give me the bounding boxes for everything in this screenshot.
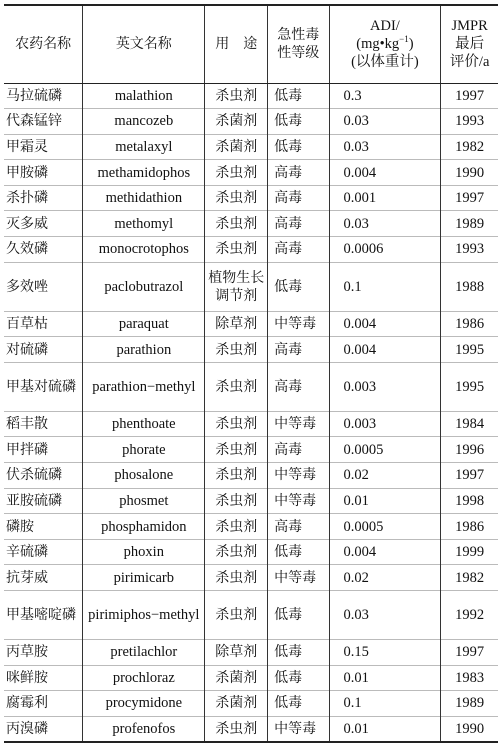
cell-name-cn: 丙草胺 <box>4 640 83 666</box>
cell-jmpr-year: 1997 <box>441 463 498 489</box>
header-year-line3: 评价/a <box>449 54 490 71</box>
cell-jmpr-year: 1997 <box>441 83 498 109</box>
header-toxicity <box>268 5 329 83</box>
cell-name-en: methamidophos <box>83 160 205 186</box>
cell-name-en: profenofos <box>83 716 205 742</box>
cell-jmpr-year: 1982 <box>441 134 498 160</box>
table-row <box>4 185 498 211</box>
cell-jmpr-year: 1993 <box>441 237 498 263</box>
header-name-en: 英文名称 <box>83 5 205 83</box>
cell-adi: 0.004 <box>329 311 441 337</box>
cell-adi: 0.15 <box>329 640 441 666</box>
cell-toxicity: 高毒 <box>268 337 329 363</box>
cell-name-cn: 腐霉利 <box>4 691 83 717</box>
cell-use: 杀虫剂 <box>205 488 268 514</box>
table-header <box>4 5 498 83</box>
cell-name-cn: 百草枯 <box>4 311 83 337</box>
cell-jmpr-year: 1995 <box>441 337 498 363</box>
table-row <box>4 83 498 109</box>
cell-name-cn: 抗芽威 <box>4 565 83 591</box>
cell-name-cn: 杀扑磷 <box>4 185 83 211</box>
cell-name-en: pretilachlor <box>83 640 205 666</box>
cell-adi: 0.001 <box>329 185 441 211</box>
cell-toxicity: 高毒 <box>268 160 329 186</box>
cell-name-en: phosphamidon <box>83 514 205 540</box>
cell-use: 杀菌剂 <box>205 665 268 691</box>
cell-jmpr-year: 1990 <box>441 716 498 742</box>
cell-jmpr-year: 1998 <box>441 488 498 514</box>
table-row <box>4 665 498 691</box>
cell-name-cn: 咪鲜胺 <box>4 665 83 691</box>
cell-adi: 0.02 <box>329 463 441 489</box>
cell-jmpr-year: 1986 <box>441 514 498 540</box>
table-row <box>4 211 498 237</box>
cell-use: 杀菌剂 <box>205 109 268 135</box>
cell-toxicity: 低毒 <box>268 665 329 691</box>
table-row <box>4 488 498 514</box>
cell-jmpr-year: 1999 <box>441 539 498 565</box>
cell-name-en: metalaxyl <box>83 134 205 160</box>
cell-name-en: phosmet <box>83 488 205 514</box>
cell-jmpr-year: 1990 <box>441 160 498 186</box>
cell-jmpr-year: 1993 <box>441 109 498 135</box>
cell-toxicity: 低毒 <box>268 262 329 311</box>
cell-name-en: phosalone <box>83 463 205 489</box>
table-row <box>4 237 498 263</box>
cell-name-cn: 甲霜灵 <box>4 134 83 160</box>
cell-name-cn: 马拉硫磷 <box>6 87 62 104</box>
cell-jmpr-year: 1983 <box>441 665 498 691</box>
cell-name-en: parathion−methyl <box>83 362 205 411</box>
cell-name-en: mancozeb <box>83 109 205 135</box>
cell-jmpr-year: 1984 <box>441 411 498 437</box>
cell-use: 杀虫剂 <box>205 565 268 591</box>
cell-name-en: phoxin <box>83 539 205 565</box>
cell-name-cn: 代森锰锌 <box>4 109 83 135</box>
cell-name-cn: 亚胺硫磷 <box>4 488 83 514</box>
cell-name-en: methomyl <box>83 211 205 237</box>
cell-name-cn: 对硫磷 <box>4 337 83 363</box>
header-adi <box>329 5 441 83</box>
cell-use: 杀虫剂 <box>205 160 268 186</box>
table-row <box>4 539 498 565</box>
cell-use: 杀虫剂 <box>205 463 268 489</box>
cell-use: 杀虫剂 <box>205 362 268 411</box>
header-adi-unit: (mg•kg <box>356 36 400 53</box>
cell-adi: 0.1 <box>329 262 441 311</box>
header-toxicity-line1: 急性毒 <box>277 27 320 44</box>
cell-adi: 0.03 <box>329 134 441 160</box>
cell-use: 除草剂 <box>205 311 268 337</box>
cell-name-en: pirimiphos−methyl <box>83 591 205 640</box>
cell-jmpr-year: 1988 <box>441 262 498 311</box>
cell-use: 杀虫剂 <box>205 337 268 363</box>
header-adi-unit-exp: −1 <box>399 34 409 45</box>
header-jmpr-year <box>441 5 498 83</box>
cell-toxicity: 中等毒 <box>268 565 329 591</box>
cell-name-en: malathion <box>83 83 205 109</box>
cell-adi: 0.004 <box>329 539 441 565</box>
table-row <box>4 362 498 411</box>
cell-jmpr-year: 1997 <box>441 640 498 666</box>
cell-toxicity: 低毒 <box>268 134 329 160</box>
cell-toxicity: 中等毒 <box>268 488 329 514</box>
cell-toxicity: 高毒 <box>268 514 329 540</box>
cell-use: 杀虫剂 <box>205 185 268 211</box>
header-row <box>4 5 498 83</box>
cell-toxicity: 高毒 <box>268 437 329 463</box>
cell-jmpr-year: 1997 <box>441 185 498 211</box>
cell-name-cn: 甲基嘧啶磷 <box>4 591 83 640</box>
cell-adi: 0.01 <box>329 665 441 691</box>
header-adi-line2 <box>332 35 439 53</box>
cell-use: 杀菌剂 <box>205 691 268 717</box>
cell-toxicity: 低毒 <box>268 83 329 109</box>
cell-use: 杀虫剂 <box>205 211 268 237</box>
cell-use: 杀虫剂 <box>205 83 268 109</box>
cell-adi: 0.003 <box>329 411 441 437</box>
cell-name-en: paraquat <box>83 311 205 337</box>
cell-adi: 0.03 <box>329 591 441 640</box>
cell-adi: 0.01 <box>329 488 441 514</box>
cell-adi: 0.1 <box>329 691 441 717</box>
cell-adi: 0.03 <box>329 211 441 237</box>
table-row <box>4 437 498 463</box>
table-row <box>4 411 498 437</box>
cell-name-cn: 多效唑 <box>4 262 83 311</box>
cell-name-en: procymidone <box>83 691 205 717</box>
cell-adi: 0.004 <box>329 160 441 186</box>
cell-toxicity: 低毒 <box>268 640 329 666</box>
cell-name-en: pirimicarb <box>83 565 205 591</box>
header-adi-line3: (以体重计) <box>351 54 419 71</box>
header-name-cn: 农药名称 <box>4 5 83 83</box>
cell-name-en: methidathion <box>83 185 205 211</box>
cell-use: 植物生长调节剂 <box>205 262 268 311</box>
cell-name-en: prochloraz <box>83 665 205 691</box>
cell-jmpr-year: 1989 <box>441 691 498 717</box>
cell-use: 杀虫剂 <box>205 237 268 263</box>
cell-adi: 0.0005 <box>329 514 441 540</box>
cell-toxicity: 中等毒 <box>268 716 329 742</box>
cell-name-cn: 稻丰散 <box>4 411 83 437</box>
cell-jmpr-year: 1996 <box>441 437 498 463</box>
table-row <box>4 565 498 591</box>
cell-toxicity: 低毒 <box>268 591 329 640</box>
cell-toxicity: 中等毒 <box>268 311 329 337</box>
table-row <box>4 311 498 337</box>
cell-adi: 0.3 <box>329 83 441 109</box>
cell-adi: 0.0006 <box>329 237 441 263</box>
cell-name-cn: 甲基对硫磷 <box>4 362 83 411</box>
cell-name-en: parathion <box>83 337 205 363</box>
cell-toxicity: 高毒 <box>268 185 329 211</box>
table-row <box>4 640 498 666</box>
cell-name-cn: 灭多威 <box>4 211 83 237</box>
cell-toxicity: 中等毒 <box>268 463 329 489</box>
cell-name-cn: 伏杀硫磷 <box>4 463 83 489</box>
cell-use: 杀虫剂 <box>205 411 268 437</box>
cell-name-cn: 磷胺 <box>4 514 83 540</box>
cell-toxicity: 高毒 <box>268 211 329 237</box>
table-row <box>4 262 498 311</box>
cell-toxicity: 高毒 <box>268 237 329 263</box>
cell-name-en: paclobutrazol <box>83 262 205 311</box>
cell-adi: 0.004 <box>329 337 441 363</box>
cell-name-en: phorate <box>83 437 205 463</box>
cell-adi: 0.01 <box>329 716 441 742</box>
table-row <box>4 463 498 489</box>
cell-name-cn: 辛硫磷 <box>4 539 83 565</box>
table-row <box>4 337 498 363</box>
cell-use: 杀虫剂 <box>205 716 268 742</box>
cell-adi: 0.02 <box>329 565 441 591</box>
cell-use: 杀虫剂 <box>205 591 268 640</box>
cell-name-cn: 甲胺磷 <box>4 160 83 186</box>
cell-use: 杀虫剂 <box>205 539 268 565</box>
cell-name-en: phenthoate <box>83 411 205 437</box>
table-row <box>4 134 498 160</box>
cell-jmpr-year: 1986 <box>441 311 498 337</box>
table-row <box>4 716 498 742</box>
header-year-line1: JMPR <box>451 18 488 35</box>
cell-toxicity: 高毒 <box>268 362 329 411</box>
pesticide-adi-table <box>4 4 498 743</box>
cell-use: 除草剂 <box>205 640 268 666</box>
cell-name-cn: 甲拌磷 <box>4 437 83 463</box>
table-row <box>4 109 498 135</box>
cell-jmpr-year: 1995 <box>441 362 498 411</box>
table-row <box>4 514 498 540</box>
cell-toxicity: 低毒 <box>268 691 329 717</box>
header-use: 用 途 <box>205 5 268 83</box>
cell-adi: 0.0005 <box>329 437 441 463</box>
header-adi-unit-close: ) <box>408 36 414 53</box>
cell-use: 杀菌剂 <box>205 134 268 160</box>
table-row <box>4 591 498 640</box>
cell-jmpr-year: 1989 <box>441 211 498 237</box>
cell-toxicity: 低毒 <box>268 109 329 135</box>
cell-jmpr-year: 1992 <box>441 591 498 640</box>
header-adi-line1: ADI/ <box>370 18 400 35</box>
cell-adi: 0.03 <box>329 109 441 135</box>
cell-name-cn: 久效磷 <box>4 237 83 263</box>
cell-use: 杀虫剂 <box>205 514 268 540</box>
table-row <box>4 160 498 186</box>
cell-adi: 0.003 <box>329 362 441 411</box>
cell-name-en: monocrotophos <box>83 237 205 263</box>
table-row <box>4 691 498 717</box>
cell-name-cn: 丙溴磷 <box>4 716 83 742</box>
cell-use: 杀虫剂 <box>205 437 268 463</box>
header-year-line2: 最后 <box>455 36 485 53</box>
cell-jmpr-year: 1982 <box>441 565 498 591</box>
cell-toxicity: 中等毒 <box>268 411 329 437</box>
header-toxicity-line2: 性等级 <box>277 45 320 62</box>
table-body <box>4 83 498 742</box>
cell-toxicity: 低毒 <box>268 539 329 565</box>
